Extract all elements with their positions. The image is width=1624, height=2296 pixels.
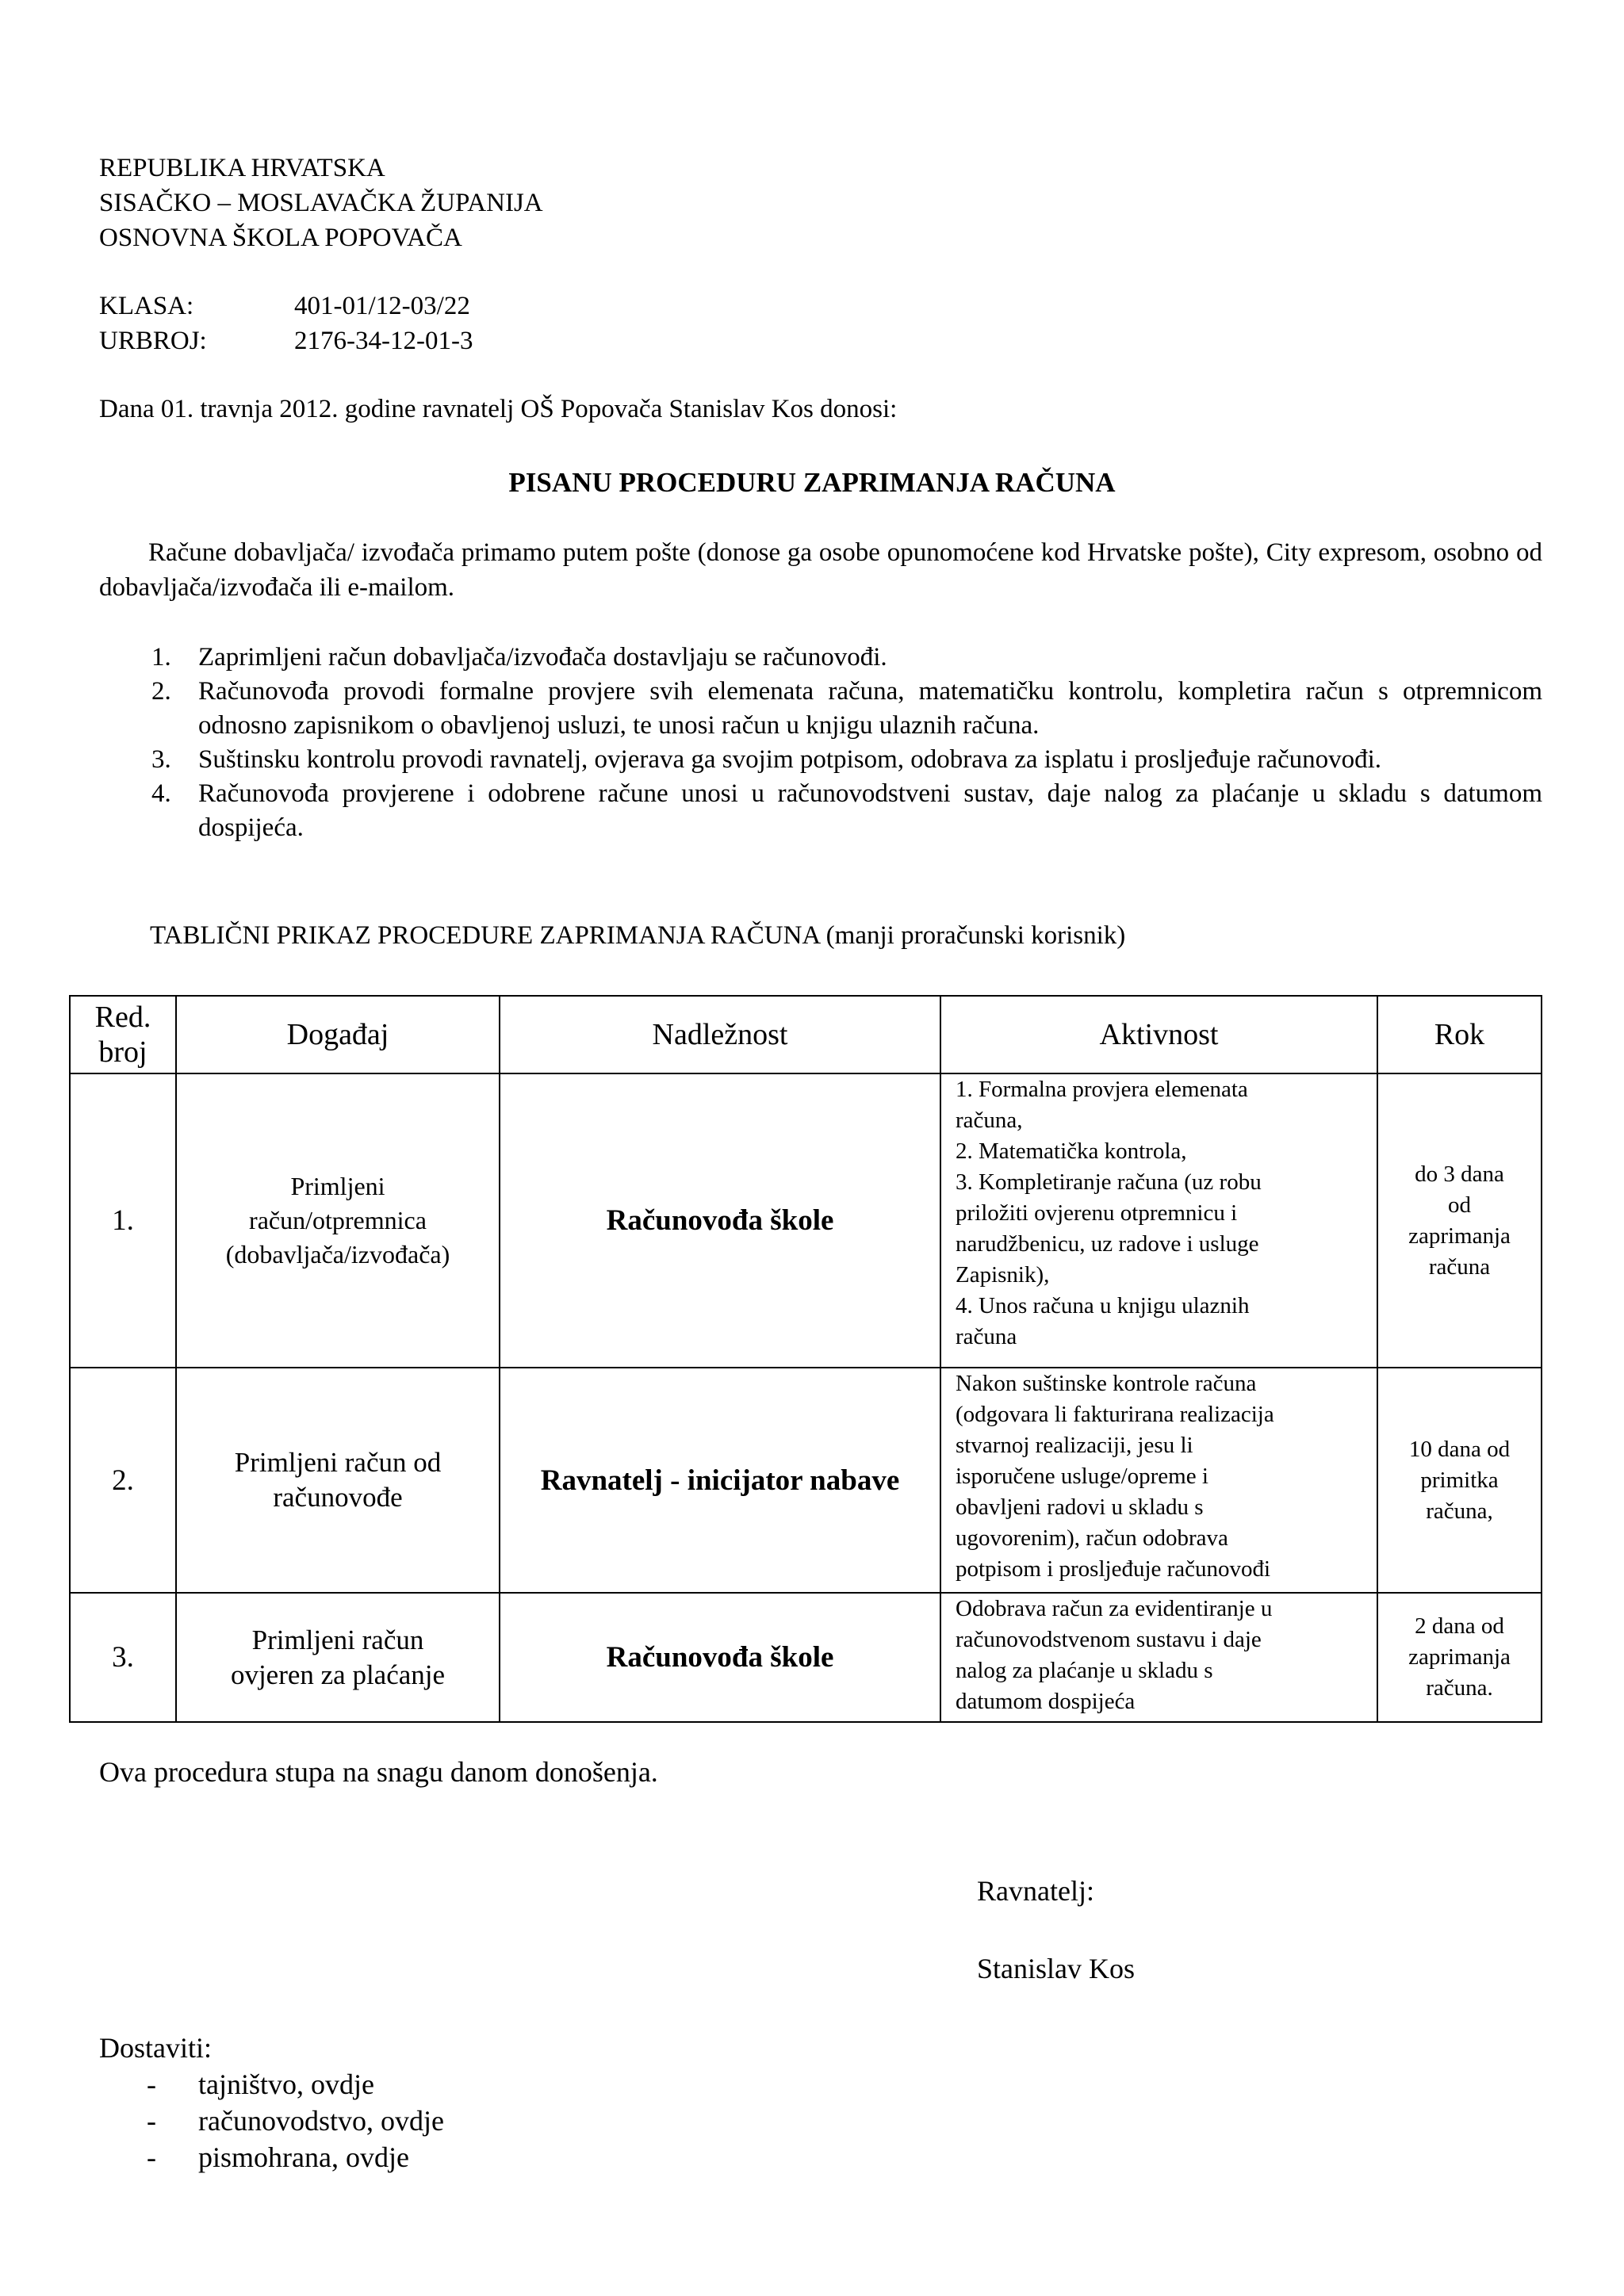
procedure-step xyxy=(99,675,1542,743)
activity-line: narudžbenicu, uz radove i usluge xyxy=(956,1231,1259,1257)
event-line: Primljeni xyxy=(290,1172,385,1200)
klasa-label: KLASA: xyxy=(99,292,194,320)
activity-line: stvarnoj realizaciji, jesu li xyxy=(956,1433,1193,1458)
row-number: 1. xyxy=(70,1073,176,1368)
step-text: Zaprimljeni račun dobavljača/izvođača dostavljaju se računovođi. xyxy=(198,643,887,672)
activity-line: priložiti ovjerenu otpremnicu i xyxy=(956,1200,1238,1226)
col-header-responsibility: Nadležnost xyxy=(500,996,940,1073)
deadline-line: od xyxy=(1448,1192,1471,1218)
procedure-step xyxy=(99,743,1542,777)
list-item xyxy=(99,2066,444,2103)
table-header-row xyxy=(70,996,1542,1073)
step-text: Suštinsku kontrolu provodi ravnatelj, ovjerava ga svojim potpisom, odobrava za isplatu i prosljeđuje računovođi. xyxy=(198,745,1382,774)
col-header-number xyxy=(70,996,176,1073)
closing-statement: Ova procedura stupa na snagu danom donošenja. xyxy=(99,1756,658,1788)
deadline-line: 10 dana od xyxy=(1408,1436,1511,1462)
list-item xyxy=(99,2139,444,2175)
col-header-number-line1: Red. xyxy=(94,1001,151,1034)
list-item xyxy=(99,2103,444,2139)
activity-line: 4. Unos računa u knjigu ulaznih xyxy=(956,1293,1250,1318)
activity-line: potpisom i prosljeđuje računovođi xyxy=(956,1556,1271,1582)
table-row xyxy=(70,1073,1542,1368)
activity-line: 1. Formalna provjera elemenata xyxy=(956,1077,1248,1102)
row-deadline xyxy=(1377,1073,1542,1368)
row-event xyxy=(176,1593,500,1722)
procedure-step xyxy=(99,641,1542,675)
row-responsibility: Ravnatelj - inicijator nabave xyxy=(500,1368,940,1593)
event-line: Primljeni račun od xyxy=(234,1447,442,1478)
deadline-line: zaprimanja xyxy=(1408,1644,1511,1670)
activity-line: 3. Kompletiranje računa (uz robu xyxy=(956,1169,1262,1195)
dash-bullet: - xyxy=(147,2105,156,2137)
delivery-item-text: računovodstvo, ovdje xyxy=(198,2105,444,2137)
event-line: ovjeren za plaćanje xyxy=(230,1659,446,1690)
deadline-line: računa. xyxy=(1426,1675,1493,1701)
delivery-items xyxy=(99,2066,444,2175)
dash-bullet: - xyxy=(147,2141,156,2173)
delivery-item-text: pismohrana, ovdje xyxy=(198,2141,409,2173)
activity-line: obavljeni radovi u skladu s xyxy=(956,1494,1204,1520)
activity-line: Zapisnik), xyxy=(956,1262,1050,1288)
deadline-line: primitka xyxy=(1420,1467,1499,1493)
row-number: 3. xyxy=(70,1593,176,1722)
delivery-label: Dostaviti: xyxy=(99,2032,212,2064)
activity-line: računovodstvenom sustavu i daje xyxy=(956,1627,1262,1652)
step-number: 2. xyxy=(151,677,171,706)
deadline-line: računa, xyxy=(1426,1498,1493,1524)
event-line: Primljeni račun xyxy=(251,1624,424,1655)
header-line-county: SISAČKO – MOSLAVAČKA ŽUPANIJA xyxy=(99,189,543,217)
step-text: Računovođa provjerene i odobrene račune unosi u računovodstveni sustav, daje nalog za plaćanje u skladu s datumom dospijeća. xyxy=(198,779,1542,842)
row-responsibility: Računovođa škole xyxy=(500,1073,940,1368)
row-deadline xyxy=(1377,1593,1542,1722)
event-line: (dobavljača/izvođača) xyxy=(225,1240,450,1269)
activity-line: računa, xyxy=(956,1108,1023,1133)
table-row xyxy=(70,1593,1542,1722)
deadline-line: zaprimanja xyxy=(1408,1223,1511,1249)
step-text: Računovođa provodi formalne provjere svih elemenata računa, matematičku kontrolu, kompletira račun s otpremnicom odnosno zapisnikom o obavljenoj usluzi, te unosi račun u knjigu ulaznih računa. xyxy=(198,677,1542,740)
col-header-event: Događaj xyxy=(176,996,500,1073)
dash-bullet: - xyxy=(147,2068,156,2100)
procedure-steps xyxy=(99,641,1542,845)
signature-title: Ravnatelj: xyxy=(977,1875,1094,1907)
row-event xyxy=(176,1073,500,1368)
activity-line: Nakon suštinske kontrole računa xyxy=(956,1371,1257,1396)
delivery-list xyxy=(99,2030,444,2175)
row-number: 2. xyxy=(70,1368,176,1593)
activity-line: računa xyxy=(956,1324,1017,1349)
row-activity xyxy=(940,1073,1377,1368)
deadline-line: do 3 dana xyxy=(1415,1161,1504,1187)
date-line: Dana 01. travnja 2012. godine ravnatelj OŠ Popovača Stanislav Kos donosi: xyxy=(99,395,898,423)
col-header-activity: Aktivnost xyxy=(940,996,1377,1073)
activity-line: ugovorenim), račun odobrava xyxy=(956,1525,1228,1551)
deadline-line: računa xyxy=(1428,1253,1491,1280)
activity-line: Odobrava račun za evidentiranje u xyxy=(956,1596,1273,1621)
row-deadline xyxy=(1377,1368,1542,1593)
institution-header xyxy=(99,151,543,255)
klasa-row xyxy=(99,289,473,323)
procedure-step xyxy=(99,777,1542,845)
event-line: računovođe xyxy=(273,1482,403,1513)
col-header-deadline: Rok xyxy=(1377,996,1542,1073)
step-number: 4. xyxy=(151,779,171,808)
urbroj-row xyxy=(99,323,473,358)
row-responsibility: Računovođa škole xyxy=(500,1593,940,1722)
activity-line: 2. Matematička kontrola, xyxy=(956,1138,1187,1164)
signature-name: Stanislav Kos xyxy=(977,1953,1136,1984)
step-number: 3. xyxy=(151,745,171,774)
activity-line: isporučene usluge/opreme i xyxy=(956,1464,1208,1489)
procedure-table xyxy=(69,995,1542,1723)
row-activity xyxy=(940,1593,1377,1722)
header-line-school: OSNOVNA ŠKOLA POPOVAČA xyxy=(99,224,462,252)
urbroj-label: URBROJ: xyxy=(99,327,207,355)
table-row xyxy=(70,1368,1542,1593)
activity-line: nalog za plaćanje u skladu s xyxy=(956,1658,1213,1683)
activity-line: (odgovara li fakturirana realizacija xyxy=(956,1402,1274,1427)
deadline-line: 2 dana od xyxy=(1415,1613,1504,1639)
step-number: 1. xyxy=(151,643,171,672)
event-line: račun/otpremnica xyxy=(249,1206,427,1234)
header-line-republic: REPUBLIKA HRVATSKA xyxy=(99,154,385,182)
urbroj-value: 2176-34-12-01-3 xyxy=(294,327,473,355)
klasa-value: 401-01/12-03/22 xyxy=(294,292,470,320)
row-event xyxy=(176,1368,500,1593)
reference-numbers xyxy=(99,289,473,358)
table-caption: TABLIČNI PRIKAZ PROCEDURE ZAPRIMANJA RAČUNA (manji proračunski korisnik) xyxy=(150,921,1126,950)
activity-line: datumom dospijeća xyxy=(956,1689,1136,1714)
document-title: PISANU PROCEDURU ZAPRIMANJA RAČUNA xyxy=(508,467,1116,498)
row-activity xyxy=(940,1368,1377,1593)
delivery-item-text: tajništvo, ovdje xyxy=(198,2068,374,2100)
intro-paragraph: Račune dobavljača/ izvođača primamo putem pošte (donose ga osobe opunomoćene kod Hrvatske pošte), City expresom, osobno od dobavljača/izvođača ili e-mailom. xyxy=(99,538,1542,602)
col-header-number-line2: broj xyxy=(98,1035,147,1069)
